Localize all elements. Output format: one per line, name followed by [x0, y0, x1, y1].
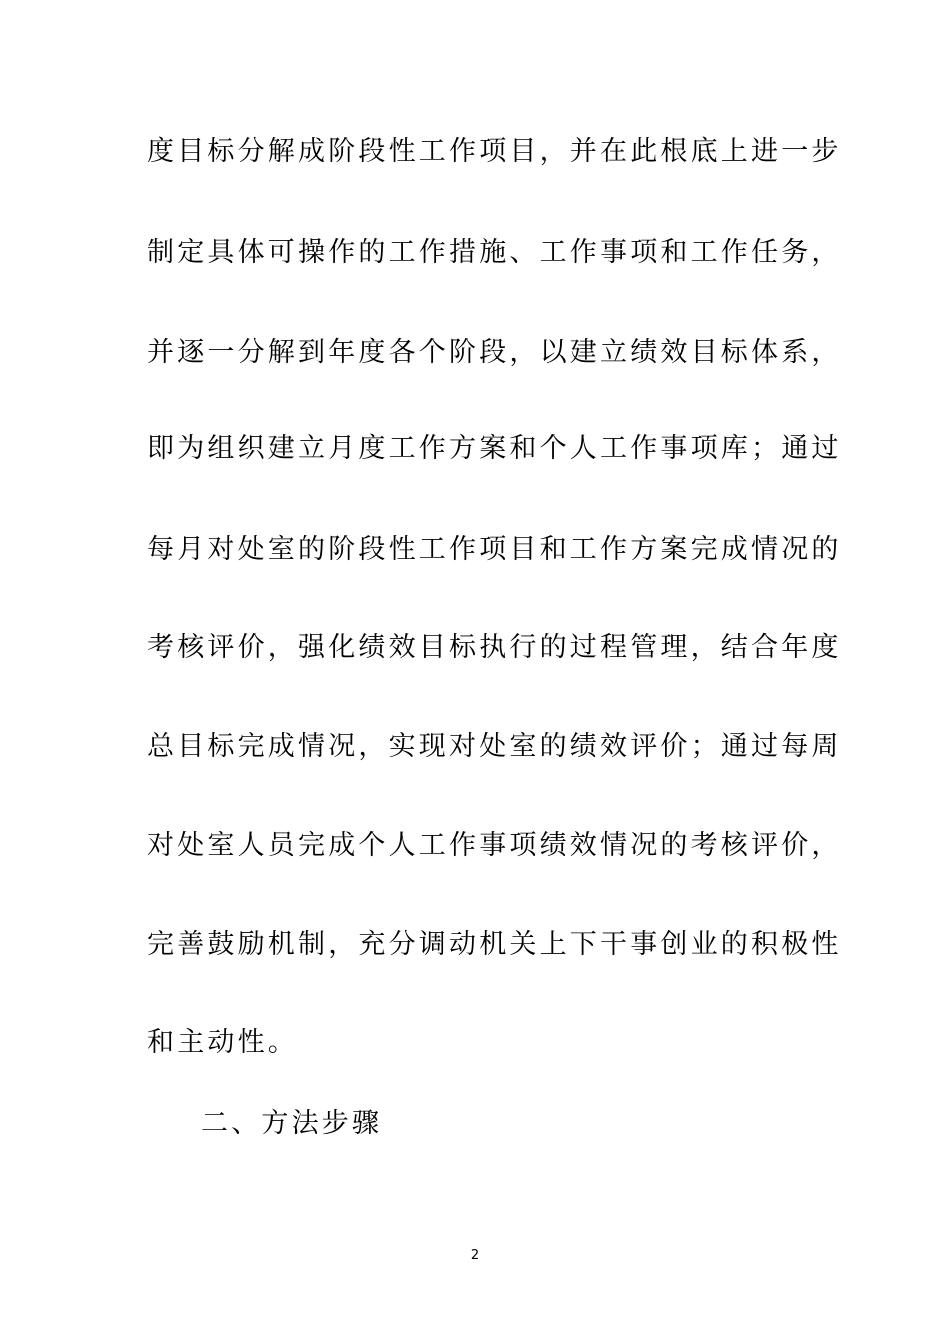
- section-heading: 二、方法步骤: [201, 1108, 383, 1139]
- body-text-line-1: 度目标分解成阶段性工作项目，并在此根底上进一步: [147, 136, 842, 167]
- body-text-line-8: 对处室人员完成个人工作事项绩效情况的考核评价，: [147, 830, 842, 861]
- body-text-line-10: 和主动性。: [147, 1027, 298, 1058]
- page-number: 2: [470, 1248, 480, 1263]
- body-text-line-5: 每月对处室的阶段性工作项目和工作方案完成情况的: [147, 534, 842, 565]
- body-text-line-6: 考核评价，强化绩效目标执行的过程管理，结合年度: [147, 632, 842, 663]
- body-text-line-7: 总目标完成情况，实现对处室的绩效评价；通过每周: [147, 731, 842, 762]
- body-text-line-3: 并逐一分解到年度各个阶段，以建立绩效目标体系，: [147, 337, 842, 368]
- body-text-line-4: 即为组织建立月度工作方案和个人工作事项库；通过: [147, 433, 842, 464]
- body-text-line-9: 完善鼓励机制，充分调动机关上下干事创业的积极性: [147, 929, 842, 960]
- body-text-line-2: 制定具体可操作的工作措施、工作事项和工作任务，: [147, 237, 842, 268]
